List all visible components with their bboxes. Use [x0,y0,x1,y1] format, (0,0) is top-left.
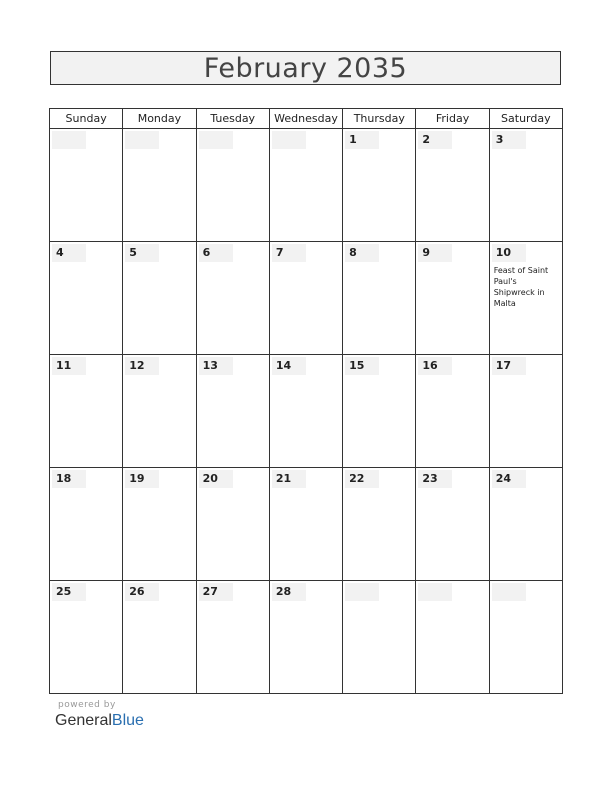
day-number [52,131,86,149]
month-title: February 2035 [203,52,408,84]
day-number: 15 [345,357,379,375]
day-number: 21 [272,470,306,488]
day-cell[interactable] [123,129,196,242]
day-number: 11 [52,357,86,375]
day-cell[interactable] [489,129,562,242]
week-row [50,242,563,355]
day-cell[interactable] [196,355,269,468]
day-number: 1 [345,131,379,149]
day-cell[interactable] [343,355,416,468]
day-cell[interactable] [343,242,416,355]
day-number: 22 [345,470,379,488]
day-cell[interactable] [489,581,562,694]
weekday-tuesday: Tuesday [196,109,269,129]
day-number: 23 [418,470,452,488]
day-number: 9 [418,244,452,262]
day-number: 20 [199,470,233,488]
weekday-wednesday: Wednesday [269,109,342,129]
day-cell[interactable] [343,581,416,694]
day-cell[interactable] [196,581,269,694]
week-row [50,129,563,242]
day-number: 6 [199,244,233,262]
brand-general: General [55,712,112,729]
day-cell[interactable] [123,581,196,694]
powered-by-text: powered by [58,700,116,710]
week-row [50,581,563,694]
day-cell[interactable] [416,129,489,242]
day-number: 24 [492,470,526,488]
week-row [50,355,563,468]
day-number: 27 [199,583,233,601]
day-cell[interactable] [489,355,562,468]
day-number: 7 [272,244,306,262]
day-number [345,583,379,601]
day-cell[interactable] [196,129,269,242]
day-cell[interactable] [269,355,342,468]
weekday-header-row [50,109,563,129]
day-cell[interactable] [416,581,489,694]
day-number: 10 [492,244,526,262]
brand-blue: Blue [111,712,144,729]
day-cell[interactable] [196,242,269,355]
weekday-thursday: Thursday [343,109,416,129]
day-number: 28 [272,583,306,601]
day-number: 26 [125,583,159,601]
weekday-friday: Friday [416,109,489,129]
day-cell[interactable] [416,242,489,355]
day-number: 12 [125,357,159,375]
day-cell[interactable] [416,355,489,468]
day-number [418,583,452,601]
day-number: 2 [418,131,452,149]
day-number: 8 [345,244,379,262]
day-cell[interactable] [196,468,269,581]
month-title-bar [50,51,561,85]
day-number: 14 [272,357,306,375]
week-row [50,468,563,581]
day-number: 13 [199,357,233,375]
day-cell[interactable] [489,242,562,355]
day-cell[interactable] [50,242,123,355]
generalblue-logo[interactable] [55,712,144,730]
day-number: 18 [52,470,86,488]
day-number: 4 [52,244,86,262]
calendar-grid [49,108,563,694]
day-number [272,131,306,149]
day-cell[interactable] [50,468,123,581]
weekday-sunday: Sunday [50,109,123,129]
day-number: 19 [125,470,159,488]
day-number: 17 [492,357,526,375]
day-number [492,583,526,601]
day-cell[interactable] [123,242,196,355]
day-cell[interactable] [269,581,342,694]
day-cell[interactable] [416,468,489,581]
day-number: 16 [418,357,452,375]
day-number: 3 [492,131,526,149]
day-number [199,131,233,149]
day-cell[interactable] [50,129,123,242]
day-number: 25 [52,583,86,601]
day-number: 5 [125,244,159,262]
weekday-monday: Monday [123,109,196,129]
day-number [125,131,159,149]
weekday-saturday: Saturday [489,109,562,129]
day-cell[interactable] [269,242,342,355]
day-cell[interactable] [343,129,416,242]
holiday-event: Feast of Saint Paul's Shipwreck in Malta [493,266,549,308]
day-cell[interactable] [50,355,123,468]
day-cell[interactable] [343,468,416,581]
day-cell[interactable] [123,468,196,581]
day-cell[interactable] [269,468,342,581]
day-cell[interactable] [50,581,123,694]
day-cell[interactable] [489,468,562,581]
day-cell[interactable] [123,355,196,468]
day-cell[interactable] [269,129,342,242]
